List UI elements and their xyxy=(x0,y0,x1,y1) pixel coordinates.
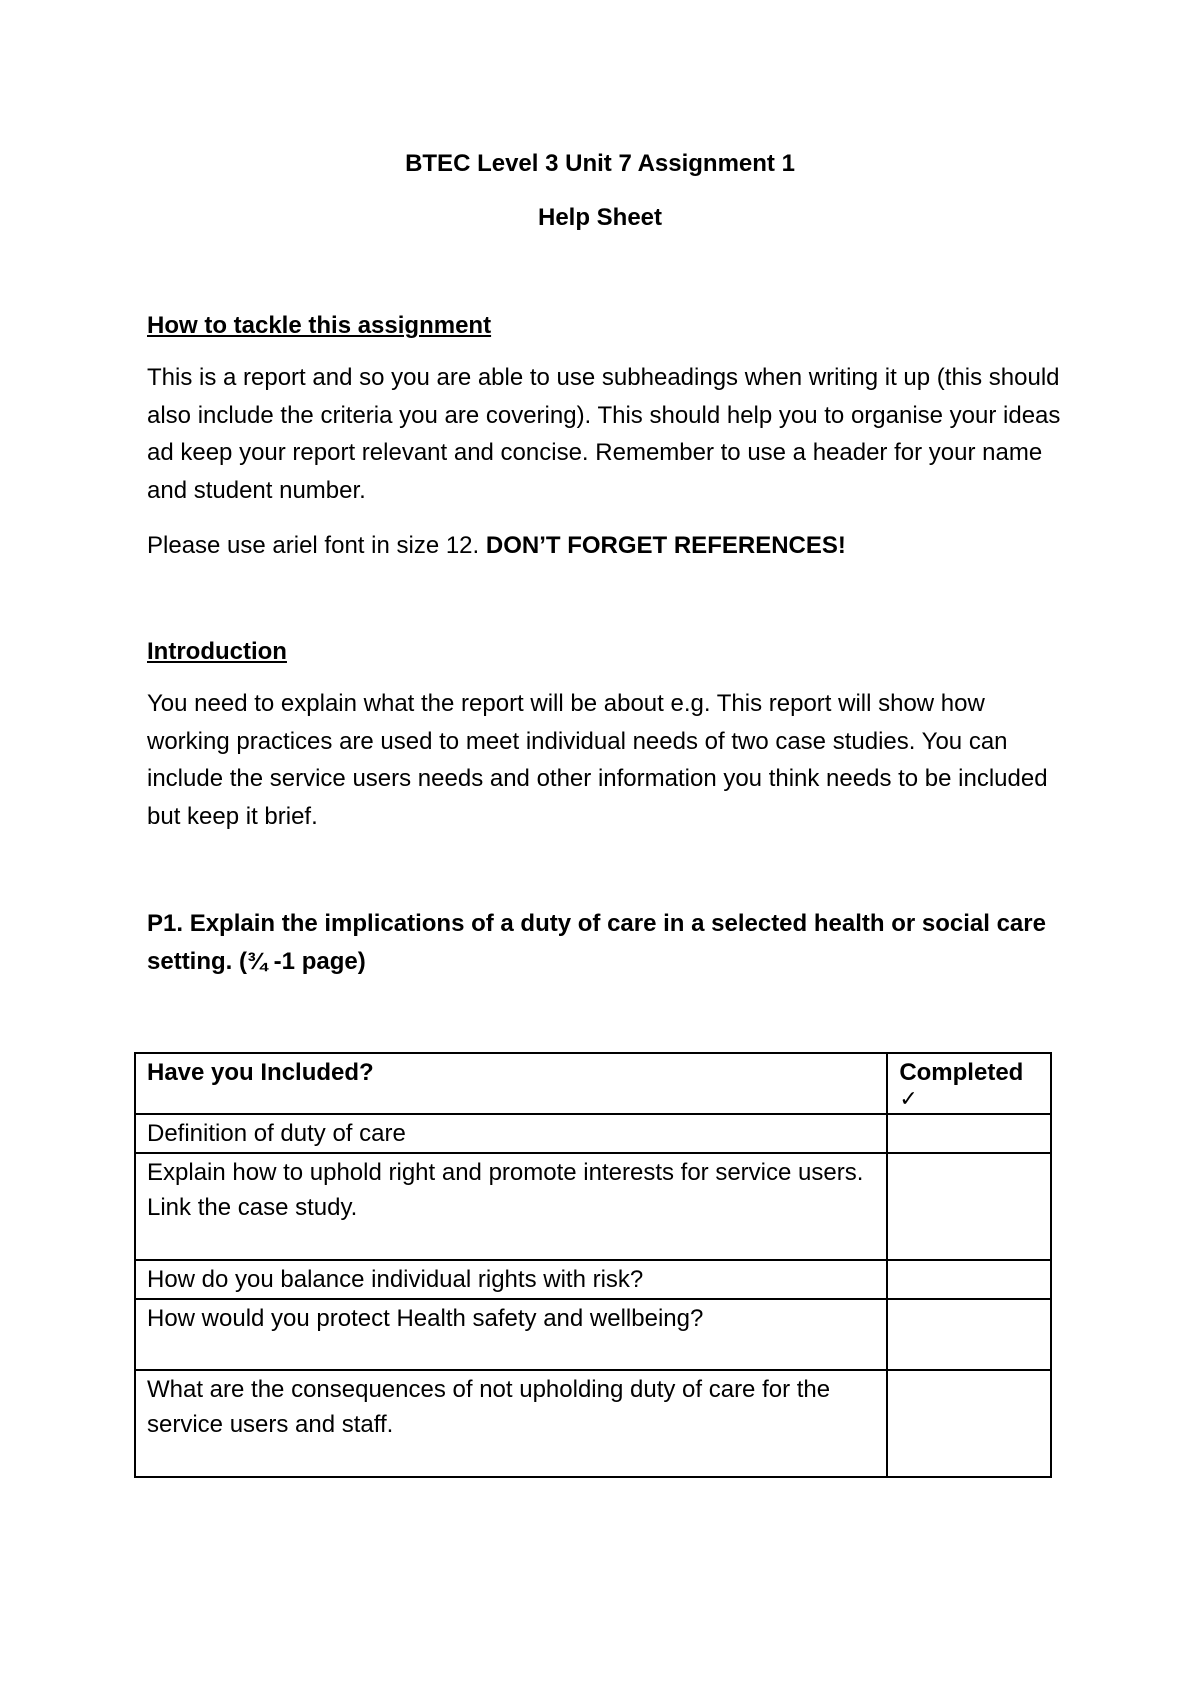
row-item: How would you protect Health safety and wellbeing? xyxy=(135,1299,887,1370)
font-note xyxy=(147,527,1067,565)
table-row xyxy=(135,1114,1051,1153)
how-to-paragraph: This is a report and so you are able to use subheadings when writing it up (this should also include the criteria you are covering). This should help you to organise your ideas ad keep your report relevant and concise. Remember to use a header for your name and student number. xyxy=(147,364,1061,504)
checklist-header-row xyxy=(135,1053,1051,1114)
row-completed-cell[interactable] xyxy=(887,1114,1051,1153)
table-row xyxy=(135,1370,1051,1477)
row-item: What are the consequences of not upholding duty of care for the service users and staff. xyxy=(135,1370,887,1477)
section-heading-introduction: Introduction xyxy=(147,638,287,665)
section-heading-how-to: How to tackle this assignment xyxy=(147,312,492,339)
references-reminder: DON’T FORGET REFERENCES! xyxy=(485,532,846,559)
header-completed xyxy=(887,1053,1051,1114)
row-completed-cell[interactable] xyxy=(887,1370,1051,1477)
section-heading-p1: P1. Explain the implications of a duty of care in a selected health or social care setting. (¾ -1 page) xyxy=(147,910,1046,975)
font-note-text: Please use ariel font in size 12. xyxy=(147,532,486,559)
header-completed-label: Completed xyxy=(899,1059,1024,1086)
checklist-table xyxy=(134,1052,1052,1478)
table-row xyxy=(135,1260,1051,1299)
row-completed-cell[interactable] xyxy=(887,1260,1051,1299)
introduction-paragraph: You need to explain what the report will be about e.g. This report will show how working practices are used to meet individual needs of two case studies. You can include the service users needs and other information you think needs to be included but keep it brief. xyxy=(147,690,1048,830)
row-completed-cell[interactable] xyxy=(887,1299,1051,1370)
row-completed-cell[interactable] xyxy=(887,1153,1051,1260)
check-icon: ✓ xyxy=(899,1086,918,1111)
document-subtitle: Help Sheet xyxy=(537,204,663,231)
table-row xyxy=(135,1153,1051,1260)
row-item: How do you balance individual rights with risk? xyxy=(135,1260,887,1299)
document-title: BTEC Level 3 Unit 7 Assignment 1 xyxy=(405,150,795,177)
row-item: Explain how to uphold right and promote interests for service users. Link the case study. xyxy=(135,1153,887,1260)
row-item: Definition of duty of care xyxy=(135,1114,887,1153)
table-row xyxy=(135,1299,1051,1370)
header-item: Have you Included? xyxy=(135,1053,887,1114)
